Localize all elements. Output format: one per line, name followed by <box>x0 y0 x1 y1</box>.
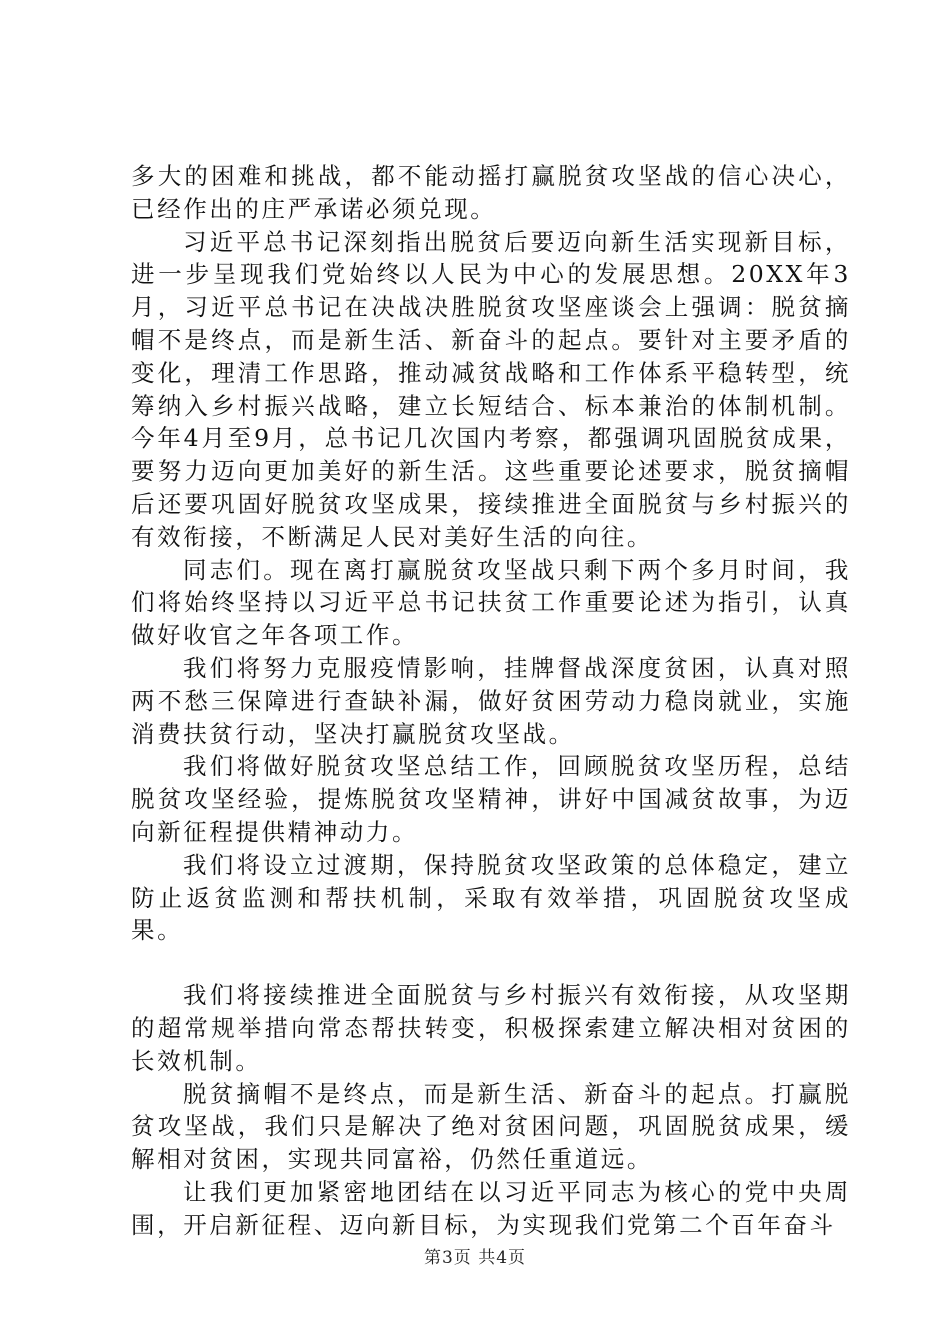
paragraph-6: 我们将设立过渡期，保持脱贫攻坚政策的总体稳定，建立防止返贫监测和帮扶机制，采取有效举措，巩固脱贫攻坚成果。 <box>131 850 851 945</box>
paragraph-4: 我们将努力克服疫情影响，挂牌督战深度贫困，认真对照两不愁三保障进行查缺补漏，做好贫困劳动力稳岗就业，实施消费扶贫行动，坚决打赢脱贫攻坚战。 <box>131 653 851 748</box>
paragraph-7: 我们将接续推进全面脱贫与乡村振兴有效衔接，从攻坚期的超常规举措向常态帮扶转变，积极探索建立解决相对贫困的长效机制。 <box>131 981 851 1075</box>
paragraph-9: 让我们更加紧密地团结在以习近平同志为核心的党中央周围，开启新征程、迈向新目标，为实现我们党第二个百年奋斗 <box>131 1177 851 1239</box>
paragraph-8: 脱贫摘帽不是终点，而是新生活、新奋斗的起点。打赢脱贫攻坚战，我们只是解决了绝对贫困问题，巩固脱贫成果，缓解相对贫困，实现共同富裕，仍然任重道远。 <box>131 1079 851 1174</box>
paragraph-gap <box>131 947 851 979</box>
paragraph-3: 同志们。现在离打赢脱贫攻坚战只剩下两个多月时间，我们将始终坚持以习近平总书记扶贫工作重要论述为指引，认真做好收官之年各项工作。 <box>131 555 851 650</box>
page-footer: 第3页 共4页 <box>423 1248 527 1268</box>
paragraph-5: 我们将做好脱贫攻坚总结工作，回顾脱贫攻坚历程，总结脱贫攻坚经验，提炼脱贫攻坚精神，讲好中国减贫故事，为迈向新征程提供精神动力。 <box>131 752 851 846</box>
document-body <box>131 160 851 1242</box>
paragraph-2: 习近平总书记深刻指出脱贫后要迈向新生活实现新目标，进一步呈现我们党始终以人民为中心的发展思想。20XX年3月，习近平总书记在决战决胜脱贫攻坚座谈会上强调：脱贫摘帽不是终点，而是新生活、新奋斗的起点。要针对主要矛盾的变化，理清工作思路，推动减贫战略和工作体系平稳转型，统筹纳入乡村振兴战略，建立长短结合、标本兼治的体制机制。今年4月至9月，总书记几次国内考察，都强调巩固脱贫成果，要努力迈向更加美好的新生活。这些重要论述要求，脱贫摘帽后还要巩固好脱贫攻坚成果，接续推进全面脱贫与乡村振兴的有效衔接，不断满足人民对美好生活的向往。 <box>131 227 851 551</box>
paragraph-1: 多大的困难和挑战，都不能动摇打赢脱贫攻坚战的信心决心，已经作出的庄严承诺必须兑现。 <box>131 162 851 223</box>
